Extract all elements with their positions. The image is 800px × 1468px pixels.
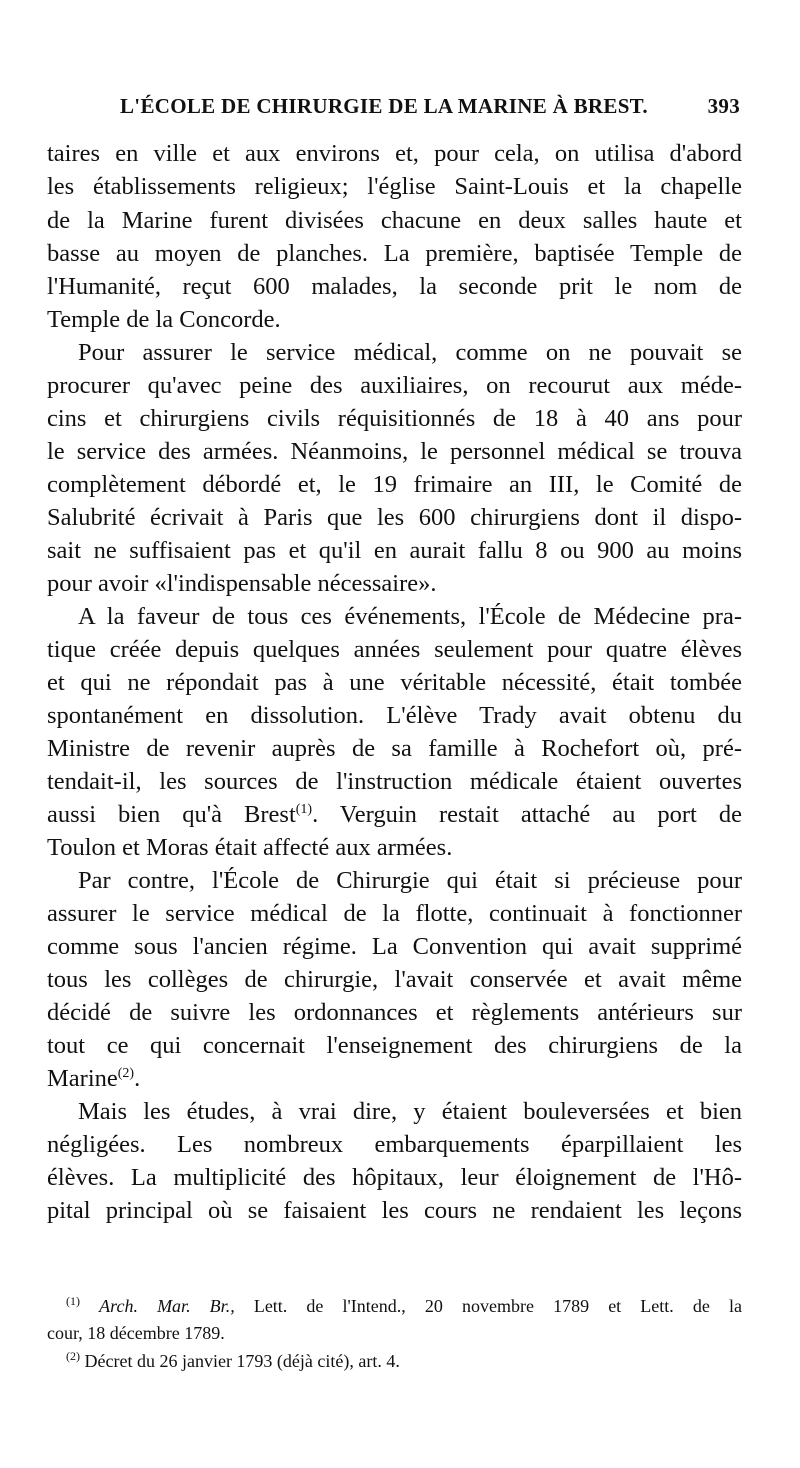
footnote-1-continued: cour, 18 décembre 1789. xyxy=(47,1323,225,1343)
text-line: pour avoir «l'indispensable nécessaire». xyxy=(47,570,437,597)
text-line: de la Marine furent divisées chacune en deux salles haute et xyxy=(47,207,742,234)
text-line: et qui ne répondait pas à une véritable nécessité, était tombée xyxy=(47,669,742,696)
footnote-2 xyxy=(66,1351,742,1375)
text-line: décidé de suivre les ordonnances et règlements antérieurs sur xyxy=(47,999,742,1026)
text-line: tous les collèges de chirurgie, l'avait conservée et avait même xyxy=(47,966,742,993)
running-header xyxy=(120,94,740,128)
text-line: complètement débordé et, le 19 frimaire an III, le Comité de xyxy=(47,471,742,498)
text-line: négligées. Les nombreux embarquements éparpillaient les xyxy=(47,1131,742,1158)
text-segment: aussi bien qu'à Brest xyxy=(47,801,296,828)
text-line: spontanément en dissolution. L'élève Trady avait obtenu du xyxy=(47,702,742,729)
text-segment: Marine xyxy=(47,1065,118,1092)
text-line: le service des armées. Néanmoins, le personnel médical se trouva xyxy=(47,438,742,465)
page-number: 393 xyxy=(707,94,740,118)
text-line: taires en ville et aux environs et, pour cela, on utilisa d'abord xyxy=(47,140,742,167)
running-title: L'ÉCOLE DE CHIRURGIE DE LA MARINE À BREST. xyxy=(120,94,648,118)
footnote-text: Lett. de l'Intend., 20 novembre 1789 et Lett. de la xyxy=(234,1296,743,1316)
paragraph-start-line: Mais les études, à vrai dire, y étaient bouleversées et bien xyxy=(78,1098,742,1125)
text-line: Ministre de revenir auprès de sa famille à Rochefort où, pré- xyxy=(47,735,742,762)
text-line: pital principal où se faisaient les cours ne rendaient les leçons xyxy=(47,1197,742,1224)
text-segment: . xyxy=(134,1065,141,1092)
footnote-ref: (2) xyxy=(117,1065,135,1081)
footnote-mark: (1) xyxy=(66,1294,80,1308)
text-line: tendait-il, les sources de l'instruction médicale étaient ouvertes xyxy=(47,768,742,795)
text-line: Salubrité écrivait à Paris que les 600 chirurgiens dont il dispo- xyxy=(47,504,742,531)
text-line: Toulon et Moras était affecté aux armées. xyxy=(47,834,453,861)
text-line: élèves. La multiplicité des hôpitaux, leur éloignement de l'Hô- xyxy=(47,1164,742,1191)
text-line: tout ce qui concernait l'enseignement des chirurgiens de la xyxy=(47,1032,742,1059)
text-line: tique créée depuis quelques années seulement pour quatre élèves xyxy=(47,636,742,663)
text-line-with-note xyxy=(47,1065,742,1099)
text-line-with-note xyxy=(47,801,742,835)
footnote-ref: (1) xyxy=(295,801,313,817)
text-line: procurer qu'avec peine des auxiliaires, on recourut aux méde- xyxy=(47,372,742,399)
text-line: assurer le service médical de la flotte, continuait à fonctionner xyxy=(47,900,742,927)
footnote-mark: (2) xyxy=(66,1349,80,1363)
text-line: Temple de la Concorde. xyxy=(47,306,281,333)
text-line: comme sous l'ancien régime. La Convention qui avait supprimé xyxy=(47,933,742,960)
paragraph-start-line: A la faveur de tous ces événements, l'École de Médecine pra- xyxy=(78,603,742,630)
paragraph-start-line: Pour assurer le service médical, comme on ne pouvait se xyxy=(78,339,742,366)
footnote-text: Décret du 26 janvier 1793 (déjà cité), art. 4. xyxy=(80,1351,400,1371)
footnote-source: Arch. Mar. Br., xyxy=(99,1296,235,1316)
text-segment: . Verguin restait attaché au port de xyxy=(312,801,742,828)
text-line: les établissements religieux; l'église Saint-Louis et la chapelle xyxy=(47,173,742,200)
text-line: l'Humanité, reçut 600 malades, la seconde prit le nom de xyxy=(47,273,742,300)
text-line: sait ne suffisaient pas et qu'il en aurait fallu 8 ou 900 au moins xyxy=(47,537,742,564)
text-line: cins et chirurgiens civils réquisitionnés de 18 à 40 ans pour xyxy=(47,405,742,432)
footnote-1 xyxy=(66,1296,742,1320)
text-line: basse au moyen de planches. La première, baptisée Temple de xyxy=(47,240,742,267)
paragraph-start-line: Par contre, l'École de Chirurgie qui était si précieuse pour xyxy=(78,867,742,894)
